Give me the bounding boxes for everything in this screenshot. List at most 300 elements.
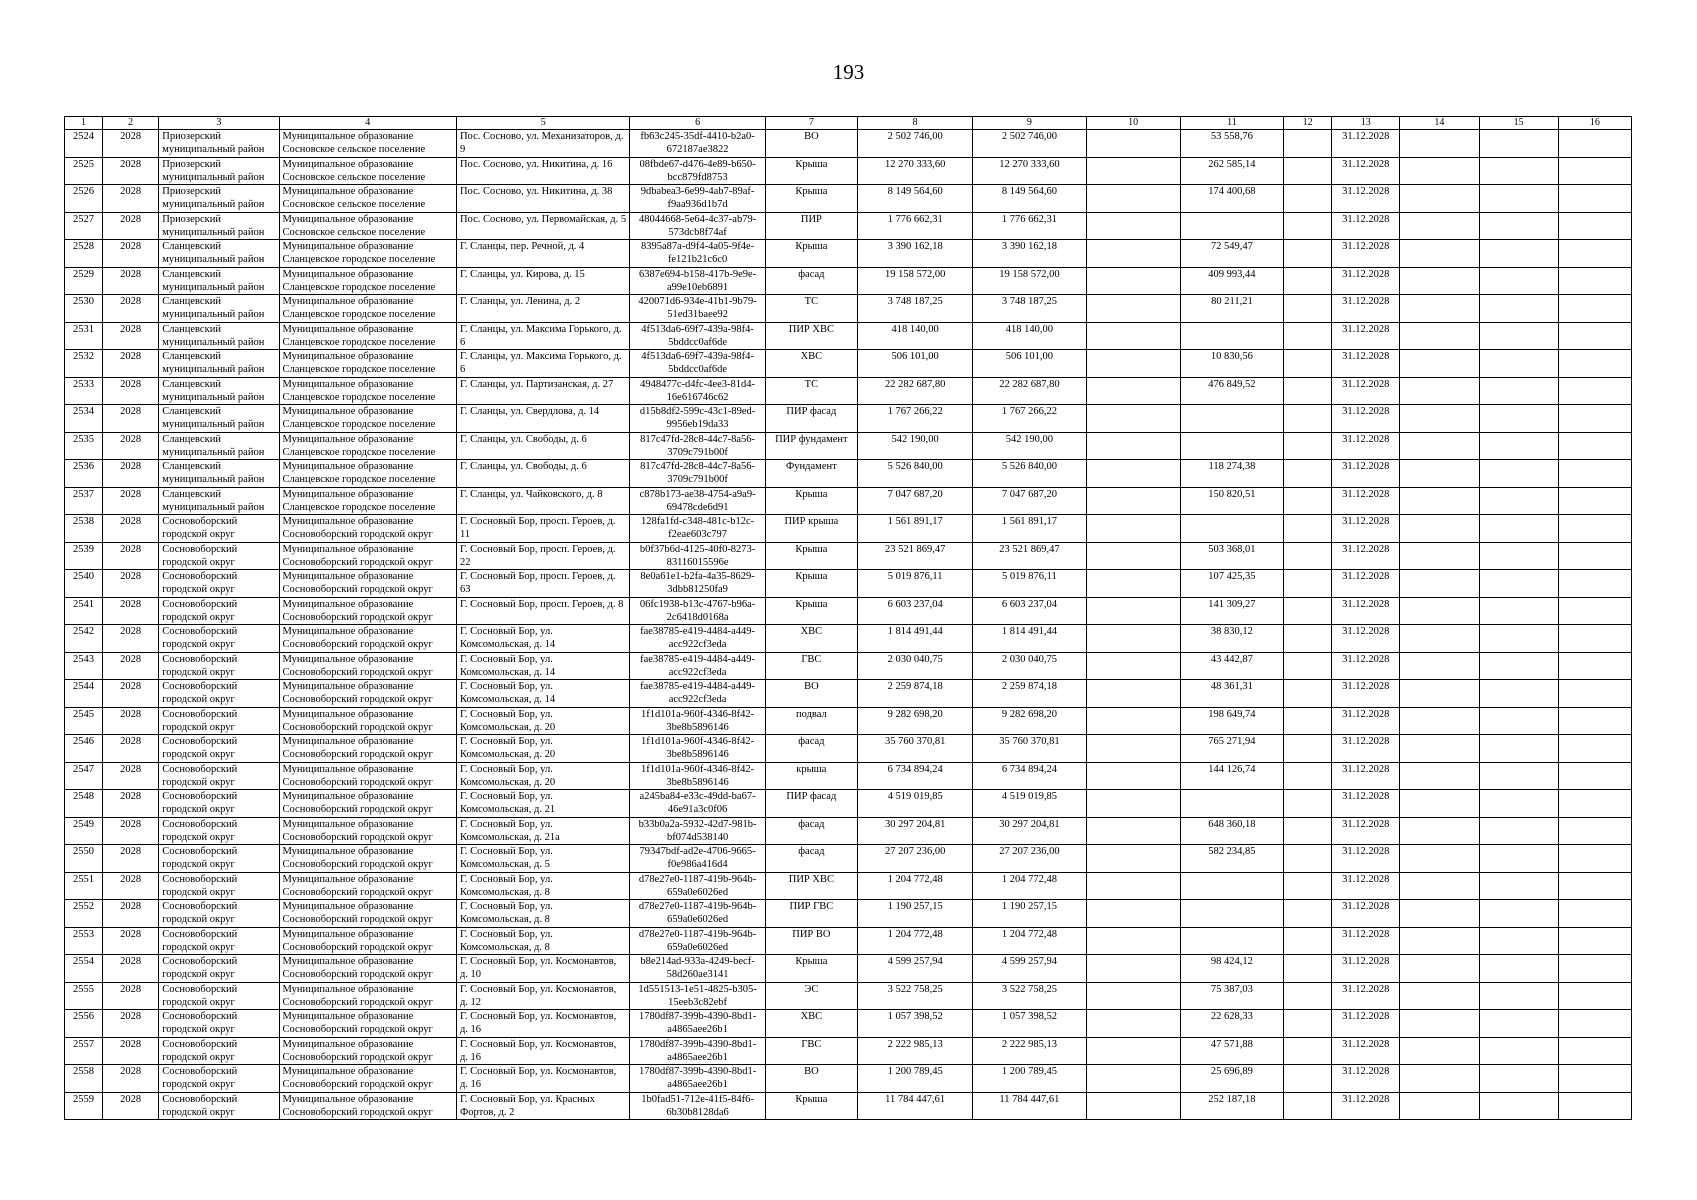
table-row: [65, 735, 1632, 763]
col-15-cell: [1479, 1037, 1558, 1065]
fund-cost-cell: 6 603 237,04: [973, 597, 1086, 625]
house-guid-cell: 48044668-5e64-4c37-ab79-573dcb8f74af: [630, 212, 765, 240]
col-12-cell: [1284, 872, 1332, 900]
col-16-cell: [1558, 1037, 1631, 1065]
col-11-cell: 25 696,89: [1180, 1065, 1283, 1093]
row-number-cell: 2533: [65, 377, 103, 405]
col-14-cell: [1400, 405, 1479, 433]
total-cost-cell: 9 282 698,20: [857, 707, 972, 735]
row-number-cell: 2544: [65, 680, 103, 708]
col-10-cell: [1086, 542, 1180, 570]
work-type-cell: Крыша: [765, 240, 857, 268]
house-guid-cell: fae38785-e419-4484-a449-acc922cf3eda: [630, 652, 765, 680]
col-12-cell: [1284, 350, 1332, 378]
col-14-cell: [1400, 185, 1479, 213]
col-16-cell: [1558, 597, 1631, 625]
row-number-cell: 2532: [65, 350, 103, 378]
fund-cost-cell: 2 222 985,13: [973, 1037, 1086, 1065]
fund-cost-cell: 2 030 040,75: [973, 652, 1086, 680]
municipality-cell: Муниципальное образование Сосновоборский городской округ: [279, 707, 456, 735]
address-cell: Г. Сосновый Бор, ул. Комсомольская, д. 8: [456, 872, 629, 900]
municipality-cell: Муниципальное образование Сосновоборский городской округ: [279, 872, 456, 900]
col-10-cell: [1086, 295, 1180, 323]
fund-cost-cell: 1 814 491,44: [973, 625, 1086, 653]
house-guid-cell: 1780df87-399b-4390-8bd1-a4865aee26b1: [630, 1037, 765, 1065]
municipality-cell: Муниципальное образование Сосновоборский городской округ: [279, 597, 456, 625]
deadline-cell: 31.12.2028: [1332, 625, 1400, 653]
year-cell: 2028: [103, 350, 159, 378]
deadline-cell: 31.12.2028: [1332, 735, 1400, 763]
row-number-cell: 2545: [65, 707, 103, 735]
total-cost-cell: 1 776 662,31: [857, 212, 972, 240]
deadline-cell: 31.12.2028: [1332, 900, 1400, 928]
total-cost-cell: 3 390 162,18: [857, 240, 972, 268]
col-10-cell: [1086, 790, 1180, 818]
fund-cost-cell: 22 282 687,80: [973, 377, 1086, 405]
col-11-cell: [1180, 790, 1283, 818]
col-12-cell: [1284, 212, 1332, 240]
col-12-cell: [1284, 707, 1332, 735]
col-10-cell: [1086, 955, 1180, 983]
deadline-cell: 31.12.2028: [1332, 350, 1400, 378]
municipality-cell: Муниципальное образование Сосновоборский городской округ: [279, 1092, 456, 1120]
column-number-cell: 15: [1479, 117, 1558, 130]
col-10-cell: [1086, 405, 1180, 433]
col-16-cell: [1558, 212, 1631, 240]
col-11-cell: 118 274,38: [1180, 460, 1283, 488]
total-cost-cell: 3 522 758,25: [857, 982, 972, 1010]
house-guid-cell: a245ba84-e33c-49dd-ba67-46e91a3c0f06: [630, 790, 765, 818]
district-cell: Сосновоборский городской округ: [159, 625, 279, 653]
row-number-cell: 2553: [65, 927, 103, 955]
district-cell: Сосновоборский городской округ: [159, 872, 279, 900]
municipality-cell: Муниципальное образование Сланцевское городское поселение: [279, 267, 456, 295]
total-cost-cell: 542 190,00: [857, 432, 972, 460]
work-type-cell: Крыша: [765, 597, 857, 625]
house-guid-cell: d78e27e0-1187-419b-964b-659a0e6026ed: [630, 927, 765, 955]
col-15-cell: [1479, 212, 1558, 240]
address-cell: Пос. Сосново, ул. Никитина, д. 38: [456, 185, 629, 213]
house-guid-cell: 4948477c-d4fc-4ee3-81d4-16e616746c62: [630, 377, 765, 405]
total-cost-cell: 418 140,00: [857, 322, 972, 350]
row-number-cell: 2551: [65, 872, 103, 900]
work-type-cell: ПИР: [765, 212, 857, 240]
col-15-cell: [1479, 845, 1558, 873]
work-type-cell: фасад: [765, 267, 857, 295]
house-guid-cell: d78e27e0-1187-419b-964b-659a0e6026ed: [630, 900, 765, 928]
fund-cost-cell: 506 101,00: [973, 350, 1086, 378]
col-12-cell: [1284, 322, 1332, 350]
column-number-cell: 16: [1558, 117, 1631, 130]
col-12-cell: [1284, 240, 1332, 268]
col-14-cell: [1400, 1065, 1479, 1093]
year-cell: 2028: [103, 680, 159, 708]
row-number-cell: 2558: [65, 1065, 103, 1093]
col-14-cell: [1400, 1010, 1479, 1038]
total-cost-cell: 1 190 257,15: [857, 900, 972, 928]
col-11-cell: 503 368,01: [1180, 542, 1283, 570]
row-number-cell: 2538: [65, 515, 103, 543]
col-14-cell: [1400, 295, 1479, 323]
col-16-cell: [1558, 570, 1631, 598]
district-cell: Сосновоборский городской округ: [159, 515, 279, 543]
house-guid-cell: 1780df87-399b-4390-8bd1-a4865aee26b1: [630, 1010, 765, 1038]
municipality-cell: Муниципальное образование Сланцевское городское поселение: [279, 460, 456, 488]
col-15-cell: [1479, 927, 1558, 955]
house-guid-cell: fae38785-e419-4484-a449-acc922cf3eda: [630, 680, 765, 708]
work-type-cell: ПИР ХВС: [765, 322, 857, 350]
col-14-cell: [1400, 817, 1479, 845]
col-16-cell: [1558, 817, 1631, 845]
col-14-cell: [1400, 157, 1479, 185]
house-guid-cell: 79347bdf-ad2e-4706-9665-f0e986a416d4: [630, 845, 765, 873]
total-cost-cell: 4 519 019,85: [857, 790, 972, 818]
row-number-cell: 2531: [65, 322, 103, 350]
house-guid-cell: 128fa1fd-c348-481c-b12c-f2eae603c797: [630, 515, 765, 543]
col-11-cell: 75 387,03: [1180, 982, 1283, 1010]
col-12-cell: [1284, 982, 1332, 1010]
col-12-cell: [1284, 1037, 1332, 1065]
row-number-cell: 2524: [65, 130, 103, 158]
col-11-cell: [1180, 212, 1283, 240]
col-11-cell: 144 126,74: [1180, 762, 1283, 790]
col-10-cell: [1086, 240, 1180, 268]
col-11-cell: [1180, 872, 1283, 900]
deadline-cell: 31.12.2028: [1332, 790, 1400, 818]
year-cell: 2028: [103, 1010, 159, 1038]
total-cost-cell: 12 270 333,60: [857, 157, 972, 185]
col-16-cell: [1558, 130, 1631, 158]
col-11-cell: 252 187,18: [1180, 1092, 1283, 1120]
district-cell: Приозерский муниципальный район: [159, 185, 279, 213]
col-14-cell: [1400, 542, 1479, 570]
table-row: [65, 1065, 1632, 1093]
house-guid-cell: 6387e694-b158-417b-9e9e-a99e10eb6891: [630, 267, 765, 295]
col-10-cell: [1086, 130, 1180, 158]
col-10-cell: [1086, 487, 1180, 515]
col-10-cell: [1086, 597, 1180, 625]
address-cell: Г. Сосновый Бор, ул. Комсомольская, д. 5: [456, 845, 629, 873]
municipality-cell: Муниципальное образование Сосновоборский городской округ: [279, 570, 456, 598]
address-cell: Г. Сосновый Бор, ул. Космонавтов, д. 10: [456, 955, 629, 983]
col-14-cell: [1400, 927, 1479, 955]
municipality-cell: Муниципальное образование Сосновоборский городской округ: [279, 900, 456, 928]
district-cell: Сосновоборский городской округ: [159, 542, 279, 570]
fund-cost-cell: 1 776 662,31: [973, 212, 1086, 240]
col-15-cell: [1479, 790, 1558, 818]
house-guid-cell: c878b173-ae38-4754-a9a9-69478cde6d91: [630, 487, 765, 515]
year-cell: 2028: [103, 1065, 159, 1093]
col-11-cell: [1180, 900, 1283, 928]
col-16-cell: [1558, 1010, 1631, 1038]
col-10-cell: [1086, 680, 1180, 708]
district-cell: Сосновоборский городской округ: [159, 762, 279, 790]
col-15-cell: [1479, 377, 1558, 405]
col-16-cell: [1558, 295, 1631, 323]
table-row: [65, 707, 1632, 735]
col-12-cell: [1284, 570, 1332, 598]
col-15-cell: [1479, 1010, 1558, 1038]
col-11-cell: 150 820,51: [1180, 487, 1283, 515]
district-cell: Сосновоборский городской округ: [159, 707, 279, 735]
address-cell: Пос. Сосново, ул. Механизаторов, д. 9: [456, 130, 629, 158]
house-guid-cell: d78e27e0-1187-419b-964b-659a0e6026ed: [630, 872, 765, 900]
col-12-cell: [1284, 900, 1332, 928]
house-guid-cell: b8e214ad-933a-4249-becf-58d260ae3141: [630, 955, 765, 983]
col-11-cell: 141 309,27: [1180, 597, 1283, 625]
deadline-cell: 31.12.2028: [1332, 487, 1400, 515]
district-cell: Сланцевский муниципальный район: [159, 267, 279, 295]
col-12-cell: [1284, 185, 1332, 213]
col-11-cell: 198 649,74: [1180, 707, 1283, 735]
year-cell: 2028: [103, 817, 159, 845]
col-16-cell: [1558, 377, 1631, 405]
work-type-cell: ГВС: [765, 1037, 857, 1065]
fund-cost-cell: 1 204 772,48: [973, 927, 1086, 955]
total-cost-cell: 506 101,00: [857, 350, 972, 378]
fund-cost-cell: 542 190,00: [973, 432, 1086, 460]
col-15-cell: [1479, 240, 1558, 268]
row-number-cell: 2556: [65, 1010, 103, 1038]
year-cell: 2028: [103, 405, 159, 433]
col-16-cell: [1558, 322, 1631, 350]
column-number-cell: 7: [765, 117, 857, 130]
col-14-cell: [1400, 1092, 1479, 1120]
col-11-cell: [1180, 515, 1283, 543]
table-row: [65, 680, 1632, 708]
year-cell: 2028: [103, 927, 159, 955]
deadline-cell: 31.12.2028: [1332, 955, 1400, 983]
work-type-cell: Крыша: [765, 542, 857, 570]
year-cell: 2028: [103, 625, 159, 653]
table-row: [65, 212, 1632, 240]
total-cost-cell: 11 784 447,61: [857, 1092, 972, 1120]
col-11-cell: 262 585,14: [1180, 157, 1283, 185]
row-number-cell: 2527: [65, 212, 103, 240]
col-11-cell: 47 571,88: [1180, 1037, 1283, 1065]
deadline-cell: 31.12.2028: [1332, 130, 1400, 158]
total-cost-cell: 19 158 572,00: [857, 267, 972, 295]
total-cost-cell: 7 047 687,20: [857, 487, 972, 515]
col-10-cell: [1086, 157, 1180, 185]
col-11-cell: [1180, 322, 1283, 350]
fund-cost-cell: 9 282 698,20: [973, 707, 1086, 735]
district-cell: Сосновоборский городской округ: [159, 927, 279, 955]
year-cell: 2028: [103, 982, 159, 1010]
district-cell: Сосновоборский городской округ: [159, 955, 279, 983]
col-14-cell: [1400, 322, 1479, 350]
fund-cost-cell: 2 259 874,18: [973, 680, 1086, 708]
col-12-cell: [1284, 790, 1332, 818]
house-guid-cell: 1f1d101a-960f-4346-8f42-3be8b5896146: [630, 707, 765, 735]
col-15-cell: [1479, 900, 1558, 928]
col-15-cell: [1479, 130, 1558, 158]
column-number-cell: 2: [103, 117, 159, 130]
work-type-cell: Крыша: [765, 487, 857, 515]
row-number-cell: 2536: [65, 460, 103, 488]
col-16-cell: [1558, 927, 1631, 955]
district-cell: Сосновоборский городской округ: [159, 652, 279, 680]
capital-repair-table: [64, 116, 1632, 1120]
table-row: [65, 597, 1632, 625]
col-14-cell: [1400, 790, 1479, 818]
total-cost-cell: 35 760 370,81: [857, 735, 972, 763]
year-cell: 2028: [103, 652, 159, 680]
col-10-cell: [1086, 1065, 1180, 1093]
col-15-cell: [1479, 872, 1558, 900]
col-16-cell: [1558, 790, 1631, 818]
row-number-cell: 2528: [65, 240, 103, 268]
district-cell: Приозерский муниципальный район: [159, 130, 279, 158]
col-14-cell: [1400, 872, 1479, 900]
col-15-cell: [1479, 487, 1558, 515]
col-15-cell: [1479, 350, 1558, 378]
address-cell: Г. Сланцы, ул. Партизанская, д. 27: [456, 377, 629, 405]
col-10-cell: [1086, 570, 1180, 598]
table-row: [65, 872, 1632, 900]
col-12-cell: [1284, 460, 1332, 488]
table-row: [65, 405, 1632, 433]
house-guid-cell: 08fbde67-d476-4e89-b650-bcc879fd8753: [630, 157, 765, 185]
total-cost-cell: 2 222 985,13: [857, 1037, 972, 1065]
fund-cost-cell: 2 502 746,00: [973, 130, 1086, 158]
fund-cost-cell: 7 047 687,20: [973, 487, 1086, 515]
col-10-cell: [1086, 460, 1180, 488]
col-16-cell: [1558, 872, 1631, 900]
work-type-cell: Крыша: [765, 185, 857, 213]
fund-cost-cell: 23 521 869,47: [973, 542, 1086, 570]
table-row: [65, 295, 1632, 323]
municipality-cell: Муниципальное образование Сосновоборский городской округ: [279, 735, 456, 763]
fund-cost-cell: 8 149 564,60: [973, 185, 1086, 213]
fund-cost-cell: 11 784 447,61: [973, 1092, 1086, 1120]
col-14-cell: [1400, 762, 1479, 790]
house-guid-cell: 8e0a61e1-b2fa-4a35-8629-3dbb81250fa9: [630, 570, 765, 598]
address-cell: Г. Сланцы, ул. Максима Горького, д. 6: [456, 350, 629, 378]
fund-cost-cell: 1 190 257,15: [973, 900, 1086, 928]
col-11-cell: 107 425,35: [1180, 570, 1283, 598]
table-row: [65, 817, 1632, 845]
work-type-cell: ХВС: [765, 1010, 857, 1038]
fund-cost-cell: 1 561 891,17: [973, 515, 1086, 543]
column-number-cell: 13: [1332, 117, 1400, 130]
address-cell: Г. Сланцы, ул. Чайковского, д. 8: [456, 487, 629, 515]
municipality-cell: Муниципальное образование Сланцевское городское поселение: [279, 295, 456, 323]
total-cost-cell: 3 748 187,25: [857, 295, 972, 323]
deadline-cell: 31.12.2028: [1332, 762, 1400, 790]
year-cell: 2028: [103, 1092, 159, 1120]
address-cell: Г. Сосновый Бор, ул. Комсомольская, д. 21а: [456, 817, 629, 845]
col-10-cell: [1086, 267, 1180, 295]
table-row: [65, 130, 1632, 158]
row-number-cell: 2534: [65, 405, 103, 433]
col-15-cell: [1479, 405, 1558, 433]
deadline-cell: 31.12.2028: [1332, 1092, 1400, 1120]
row-number-cell: 2547: [65, 762, 103, 790]
col-16-cell: [1558, 185, 1631, 213]
table-row: [65, 570, 1632, 598]
deadline-cell: 31.12.2028: [1332, 817, 1400, 845]
address-cell: Пос. Сосново, ул. Никитина, д. 16: [456, 157, 629, 185]
column-number-cell: 6: [630, 117, 765, 130]
fund-cost-cell: 5 019 876,11: [973, 570, 1086, 598]
column-number-cell: 9: [973, 117, 1086, 130]
district-cell: Сосновоборский городской округ: [159, 570, 279, 598]
deadline-cell: 31.12.2028: [1332, 240, 1400, 268]
table-row: [65, 625, 1632, 653]
total-cost-cell: 1 204 772,48: [857, 872, 972, 900]
column-number-cell: 1: [65, 117, 103, 130]
year-cell: 2028: [103, 872, 159, 900]
column-number-cell: 11: [1180, 117, 1283, 130]
col-12-cell: [1284, 762, 1332, 790]
address-cell: Г. Сосновый Бор, ул. Космонавтов, д. 16: [456, 1065, 629, 1093]
address-cell: Г. Сланцы, ул. Максима Горького, д. 6: [456, 322, 629, 350]
col-10-cell: [1086, 872, 1180, 900]
year-cell: 2028: [103, 130, 159, 158]
total-cost-cell: 1 204 772,48: [857, 927, 972, 955]
district-cell: Сосновоборский городской округ: [159, 790, 279, 818]
deadline-cell: 31.12.2028: [1332, 377, 1400, 405]
col-16-cell: [1558, 405, 1631, 433]
col-15-cell: [1479, 817, 1558, 845]
deadline-cell: 31.12.2028: [1332, 185, 1400, 213]
col-10-cell: [1086, 377, 1180, 405]
table-row: [65, 487, 1632, 515]
col-16-cell: [1558, 845, 1631, 873]
district-cell: Сланцевский муниципальный район: [159, 432, 279, 460]
year-cell: 2028: [103, 790, 159, 818]
municipality-cell: Муниципальное образование Сланцевское городское поселение: [279, 377, 456, 405]
deadline-cell: 31.12.2028: [1332, 432, 1400, 460]
total-cost-cell: 1 057 398,52: [857, 1010, 972, 1038]
col-11-cell: 43 442,87: [1180, 652, 1283, 680]
col-14-cell: [1400, 707, 1479, 735]
col-15-cell: [1479, 625, 1558, 653]
col-15-cell: [1479, 322, 1558, 350]
municipality-cell: Муниципальное образование Сосновское сельское поселение: [279, 185, 456, 213]
deadline-cell: 31.12.2028: [1332, 707, 1400, 735]
deadline-cell: 31.12.2028: [1332, 460, 1400, 488]
address-cell: Г. Сланцы, ул. Свободы, д. 6: [456, 460, 629, 488]
deadline-cell: 31.12.2028: [1332, 405, 1400, 433]
col-12-cell: [1284, 295, 1332, 323]
row-number-cell: 2543: [65, 652, 103, 680]
district-cell: Сланцевский муниципальный район: [159, 322, 279, 350]
work-type-cell: крыша: [765, 762, 857, 790]
deadline-cell: 31.12.2028: [1332, 652, 1400, 680]
municipality-cell: Муниципальное образование Сланцевское городское поселение: [279, 322, 456, 350]
col-15-cell: [1479, 267, 1558, 295]
col-10-cell: [1086, 652, 1180, 680]
house-guid-cell: 817c47fd-28c8-44c7-8a56-3709c791b00f: [630, 432, 765, 460]
address-cell: Г. Сосновый Бор, ул. Комсомольская, д. 20: [456, 762, 629, 790]
deadline-cell: 31.12.2028: [1332, 982, 1400, 1010]
address-cell: Г. Сосновый Бор, просп. Героев, д. 11: [456, 515, 629, 543]
col-10-cell: [1086, 432, 1180, 460]
row-number-cell: 2530: [65, 295, 103, 323]
fund-cost-cell: 3 522 758,25: [973, 982, 1086, 1010]
col-11-cell: 648 360,18: [1180, 817, 1283, 845]
col-12-cell: [1284, 680, 1332, 708]
col-11-cell: 72 549,47: [1180, 240, 1283, 268]
address-cell: Г. Сосновый Бор, ул. Космонавтов, д. 16: [456, 1010, 629, 1038]
fund-cost-cell: 4 519 019,85: [973, 790, 1086, 818]
district-cell: Сосновоборский городской округ: [159, 1010, 279, 1038]
total-cost-cell: 8 149 564,60: [857, 185, 972, 213]
col-10-cell: [1086, 707, 1180, 735]
address-cell: Г. Сосновый Бор, ул. Красных Фортов, д. 2: [456, 1092, 629, 1120]
